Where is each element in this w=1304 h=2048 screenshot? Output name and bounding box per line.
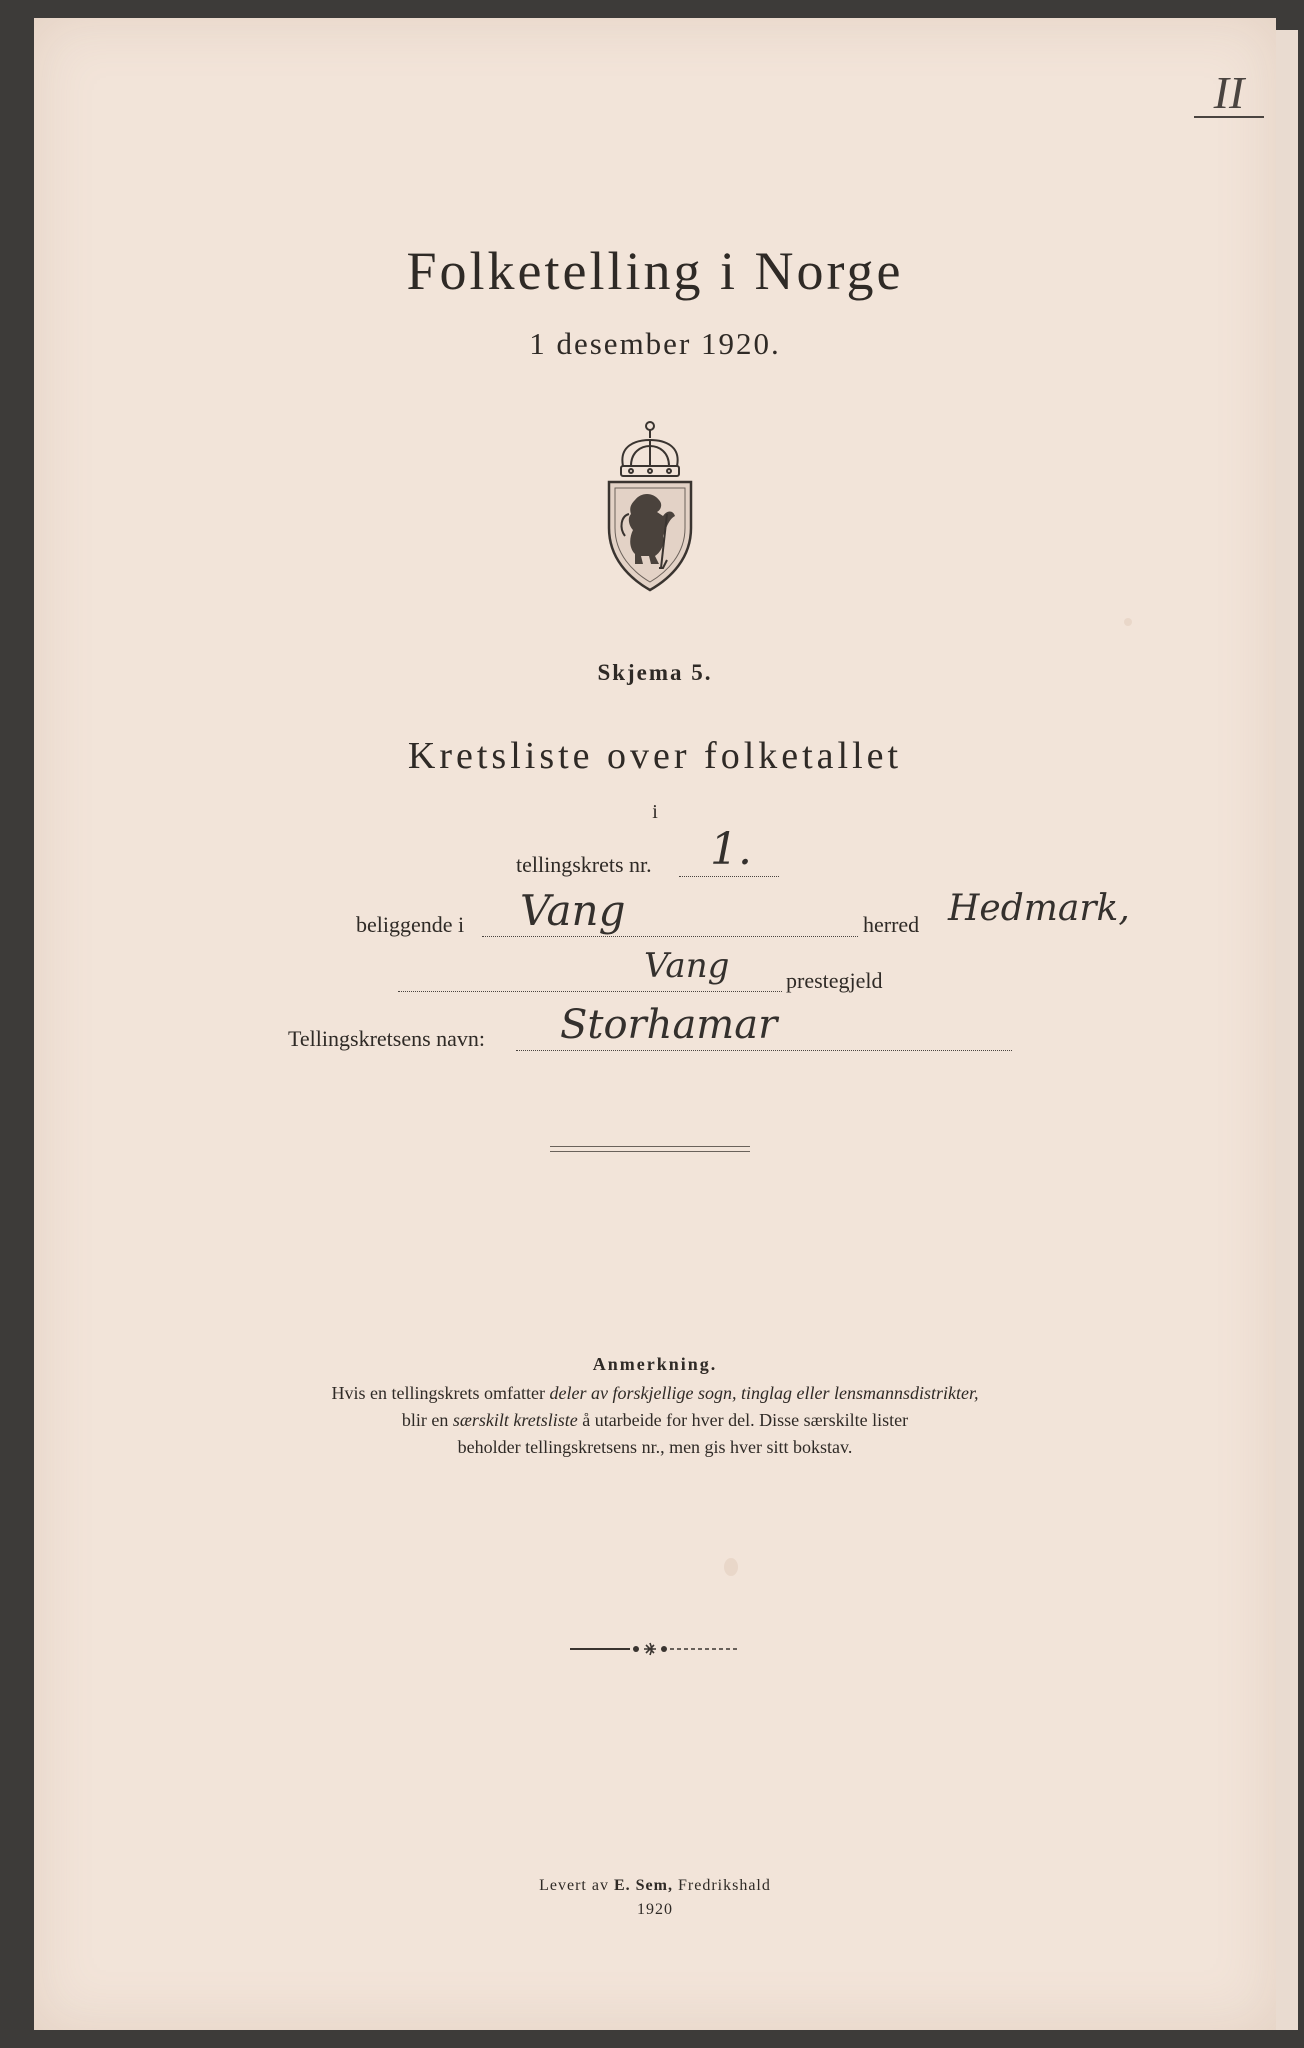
note-heading: Anmerkning. [592,1354,718,1374]
tellingskrets-label: tellingskrets nr. [516,852,652,877]
navn-line [516,1050,1012,1051]
paper-stain [1124,618,1132,626]
beliggende-label: beliggende i [356,912,465,937]
note-line-1 [34,1380,1276,1407]
tellingskrets-line [679,876,779,877]
ornament-divider [570,1641,740,1657]
navn-label: Tellingskretsens navn: [288,1026,486,1051]
paper-stain [724,1558,738,1576]
archive-mark: II [1194,70,1264,118]
note-line-2 [34,1407,1276,1434]
printer-line [34,1874,1276,1898]
note-line-2b: særskilt kretsliste [452,1410,578,1430]
section-divider [550,1146,750,1152]
prestegjeld-line [398,991,782,992]
heading-connector: i [652,801,658,823]
census-form-page [34,18,1276,2030]
navn-value: Storhamar [560,1002,778,1048]
tellingskrets-value: 1. [710,824,752,875]
printer-info [34,1874,1276,1922]
printer-city: Fredrikshald [672,1877,771,1894]
herred-line [482,936,858,937]
form-heading: Kretsliste over folketallet [407,735,903,777]
note-line-2a: blir en [401,1410,453,1430]
page-edge [1276,30,1298,2030]
printer-name: E. Sem, [613,1877,673,1894]
herred-label: herred [863,912,920,937]
prestegjeld-value: Vang [644,946,730,986]
note-line-1a: Hvis en tellingskrets omfatter [331,1383,550,1403]
schema-number: Skjema 5. [597,660,713,685]
note-line-3: beholder tellingskretsens nr., men gis hver sitt bokstav. [457,1437,853,1457]
note-line-2c: å utarbeide for hver del. Disse særskilte lister [577,1410,909,1430]
page-title: Folketelling i Norge [406,241,904,301]
census-date: 1 desember 1920. [529,326,781,361]
printer-line-a: Levert av [539,1877,614,1894]
note-line-1b: deler av forskjellige sogn, tinglag eller lensmannsdistrikter, [549,1383,979,1403]
note-text [34,1380,1276,1461]
norwegian-coat-of-arms-icon [601,418,699,593]
printer-year: 1920 [637,1901,673,1918]
herred-value: Vang [520,886,626,935]
county-value: Hedmark, [948,888,1130,929]
prestegjeld-label: prestegjeld [786,968,883,993]
